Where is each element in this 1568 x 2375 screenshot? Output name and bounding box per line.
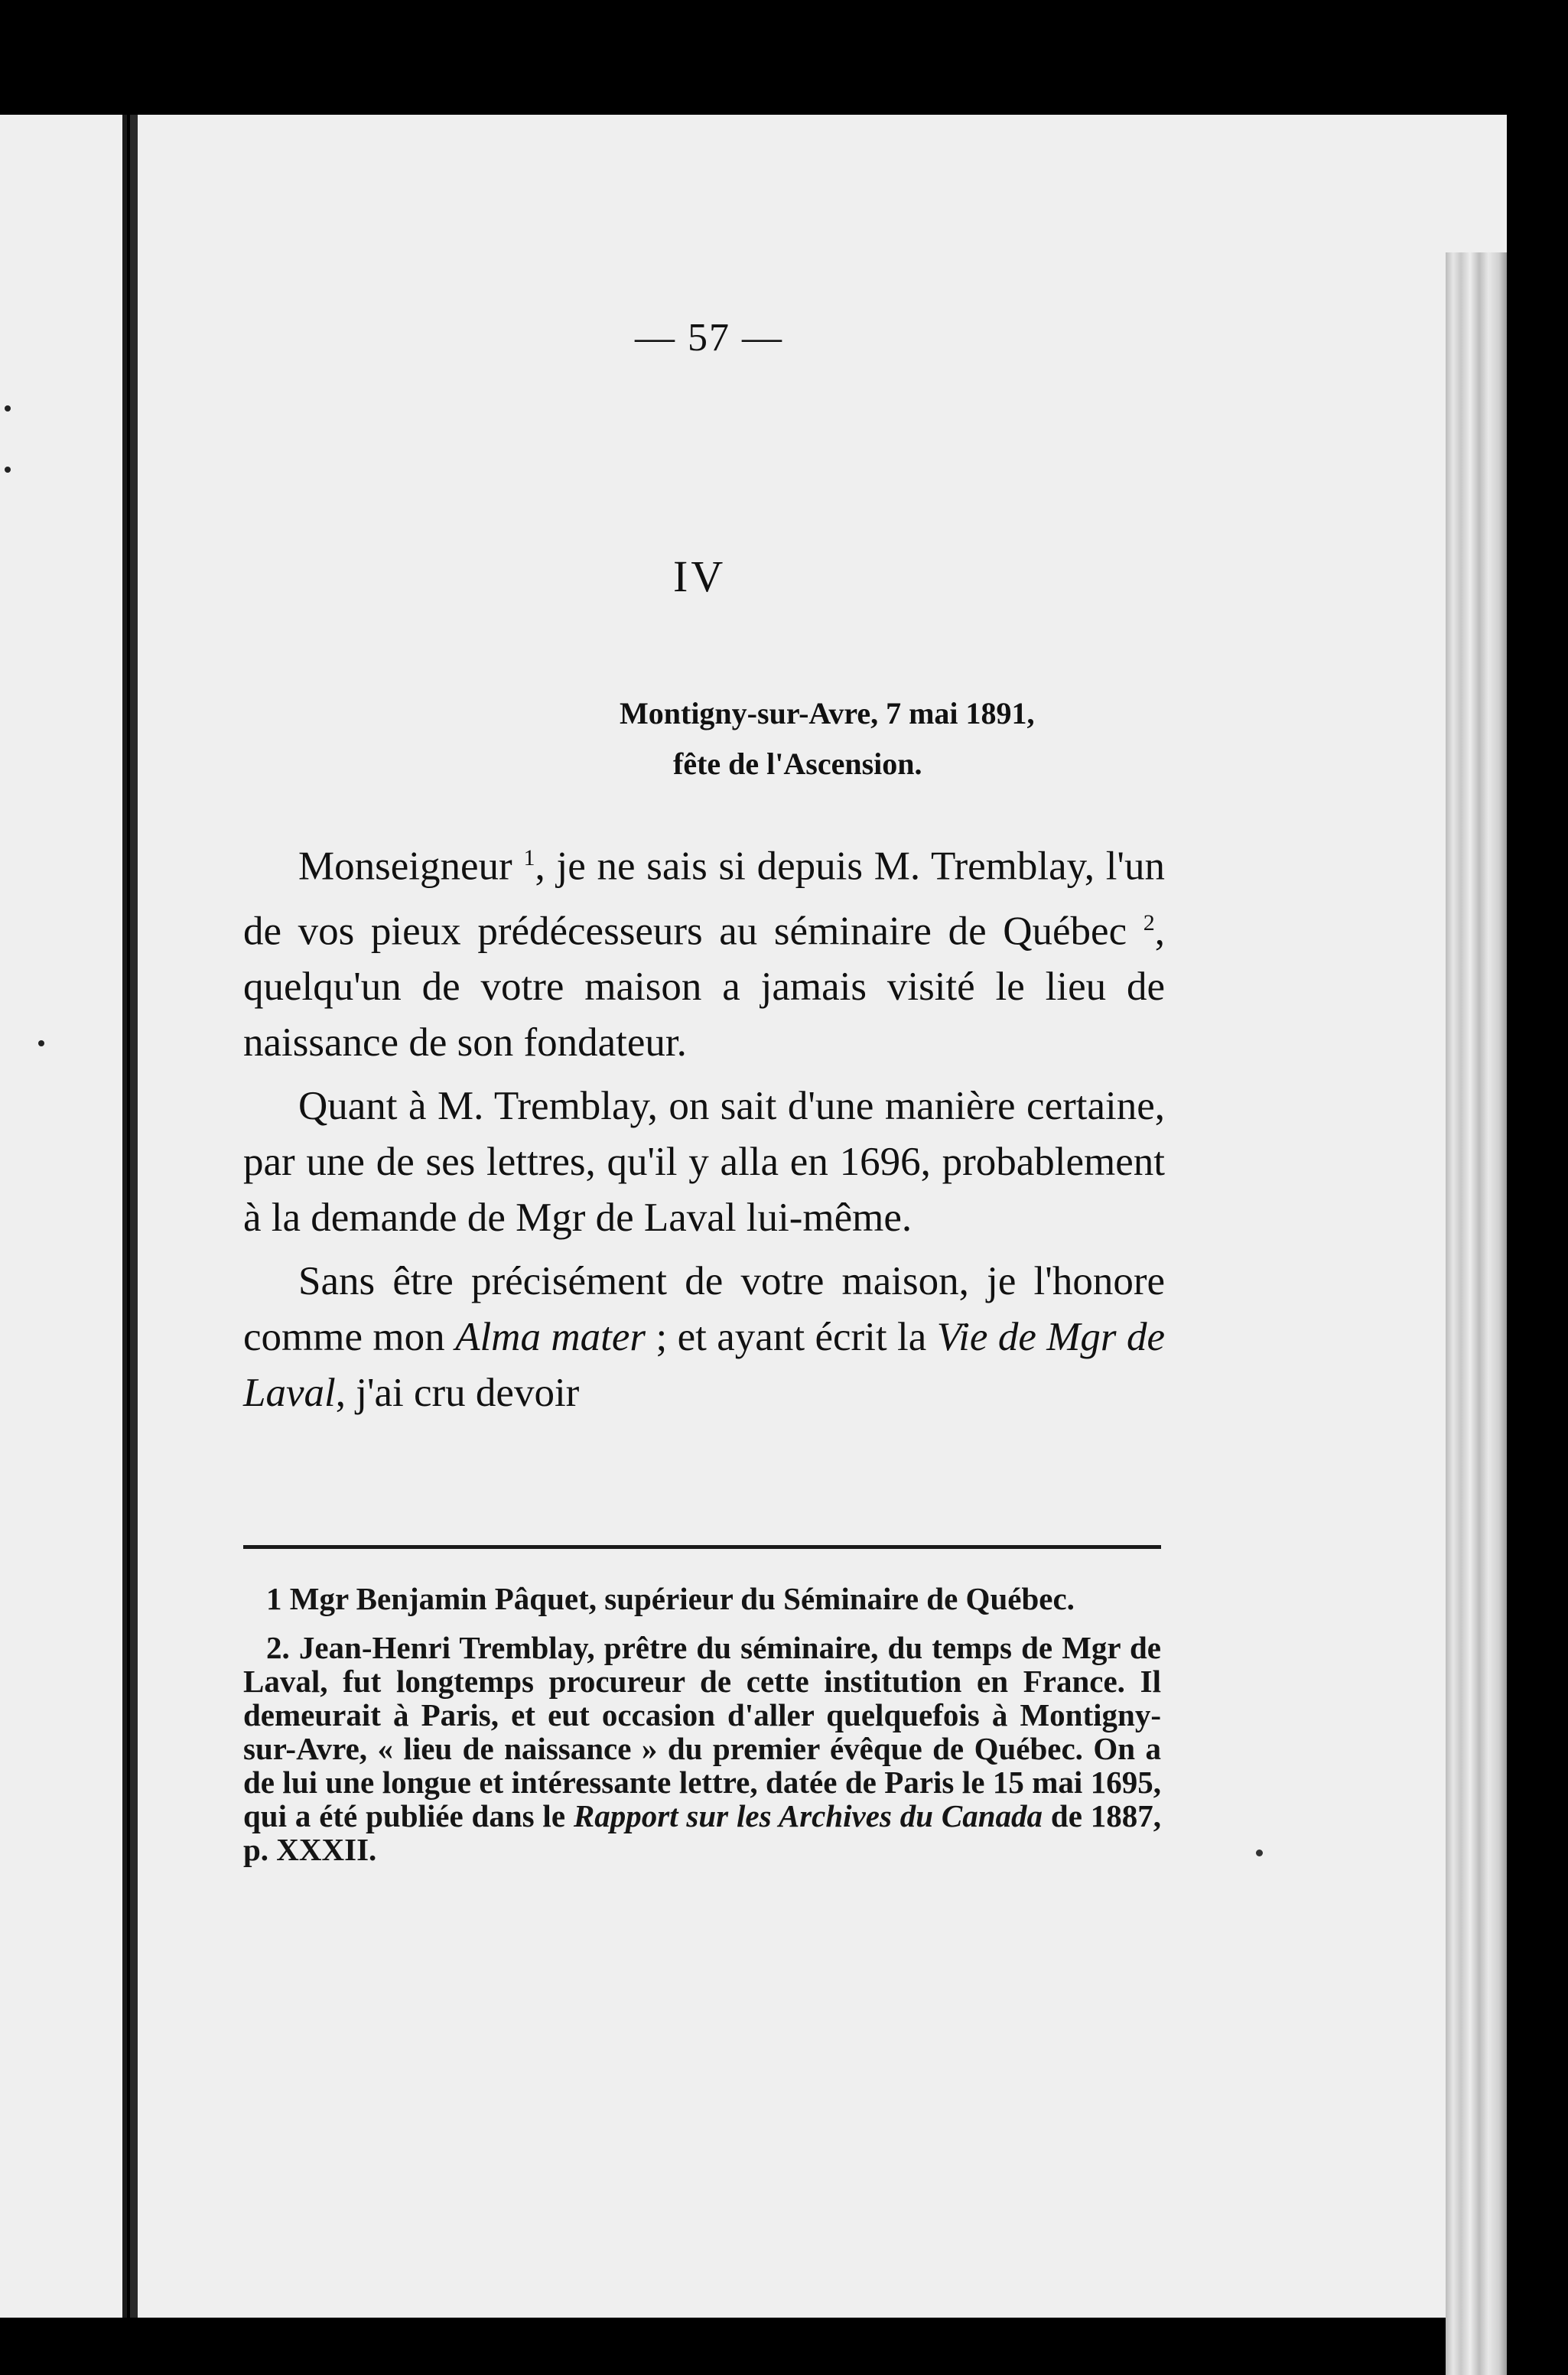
footnote-2 [243, 1631, 1161, 1866]
dateline-place-date: Montigny-sur-Avre, 7 mai 1891, [620, 696, 1035, 730]
footnote-1: 1 Mgr Benjamin Pâquet, supérieur du Séminaire de Québec. [266, 1581, 1075, 1616]
page-number: — 57 — [635, 316, 783, 360]
paragraph-1 [243, 830, 1165, 1071]
footnote-2-text-b: de 1887, p. XXXII. [243, 1798, 1161, 1867]
footnote-2-text-a: 2. Jean-Henri Tremblay, prêtre du séminaire, du temps de Mgr de Laval, fut longtemps procureur de cette institution en France. Il demeurait à Paris, et eut occasion d'aller quelquefois à Montigny-sur-Avre, « lieu de naissance » du premier évêque de Québec. On a de lui une longue et intéressante lettre, datée de Paris le 15 mai 1695, qui a été publiée dans le [243, 1630, 1161, 1833]
scan-mark [38, 1040, 44, 1046]
scan-speck [1256, 1850, 1263, 1856]
dateline [620, 688, 1155, 789]
scan-mark [5, 467, 11, 473]
paragraph-3-italic-alma-mater: Alma mater [455, 1315, 646, 1360]
page-stack-edge [1446, 252, 1507, 2375]
footnotes [243, 1582, 1161, 1882]
paragraph-3-text-c: , j'ai cru devoir [335, 1371, 580, 1416]
paragraph-1-text-a: Monseigneur [298, 844, 524, 889]
scan-mark [5, 405, 11, 412]
paragraph-1-text-b: , je ne sais si depuis M. Tremblay, l'un de vos pieux prédécesseurs au séminaire de Québec [243, 844, 1165, 954]
paragraph-3-text-b: ; et ayant écrit la [646, 1315, 937, 1360]
paragraph-3 [243, 1254, 1165, 1421]
paragraph-1-text-c: , quelqu'un de votre maison a jamais visité le lieu de naissance de son fondateur. [243, 909, 1165, 1065]
footnote-ref-1: 1 [523, 845, 535, 870]
footnote-ref-2: 2 [1143, 909, 1155, 935]
footnote-2-italic-title: Rapport sur les Archives du Canada [573, 1798, 1043, 1833]
facing-page-edge [0, 115, 127, 2318]
dateline-feast: fête de l'Ascension. [673, 747, 922, 781]
footnote-divider [243, 1545, 1161, 1549]
chapter-heading: IV [673, 551, 727, 601]
paragraph-3-text-a: Sans être précisément de votre maison, je l'honore comme mon [243, 1259, 1165, 1360]
paragraph-3-italic-book-title: Vie de Mgr de Laval [243, 1315, 1165, 1416]
body-text [243, 830, 1165, 1429]
paragraph-2: Quant à M. Tremblay, on sait d'une manière certaine, par une de ses lettres, qu'il y alla en 1696, probablement à la demande de Mgr de Laval lui-même. [243, 1084, 1165, 1241]
